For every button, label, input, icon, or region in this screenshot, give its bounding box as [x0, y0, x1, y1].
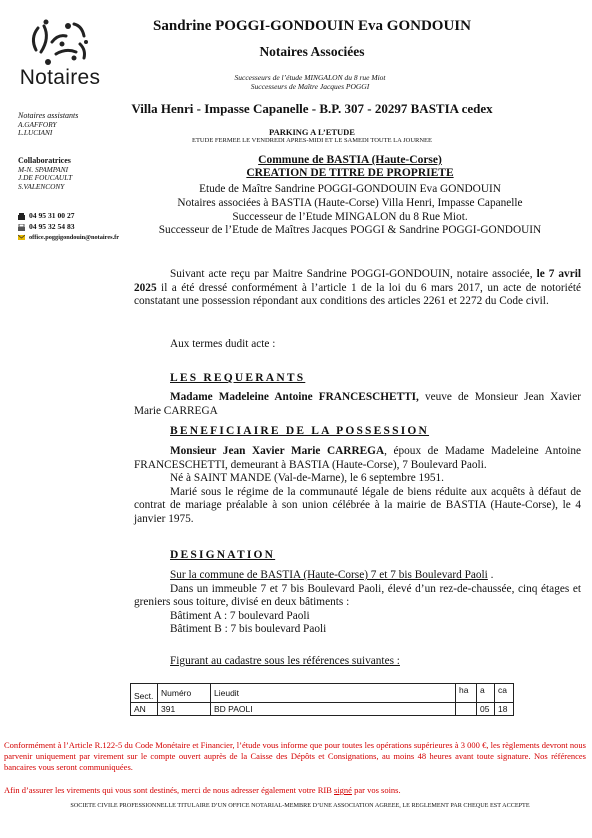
assistants-title: Notaires assistants	[18, 111, 79, 120]
requerants-heading	[134, 372, 581, 386]
society-notice: SOCIETE CIVILE PROFESSIONNELLE TITULAIRE D’UN OFFICE NOTARIAL-MEMBRE D’UNE ASSOCIATION AGREEE, LE REGLEMENT PAR CHEQUE EST ACCEPTE	[70, 802, 530, 809]
assistant-1: A.GAFFORY	[18, 119, 57, 129]
fax-row	[18, 221, 119, 232]
closing-hours: ETUDE FERMEE LE VENDREDI APRES-MIDI ET LE SAMEDI TOUTE LA JOURNEE	[191, 137, 432, 144]
phone-icon	[18, 212, 25, 219]
commune-line: Sur la commune de BASTIA (Haute-Corse) 7 et 7 bis Boulevard Paoli	[170, 569, 488, 581]
study-line-2: Notaires associées à BASTIA (Haute-Corse) Villa Henri, Impasse Capanelle	[177, 196, 523, 209]
notice-title: CREATION DE TITRE DE PROPRIETE	[246, 166, 454, 179]
collaborators-block	[18, 157, 72, 191]
collaborator-1: M-N. SPAMPANI	[18, 164, 68, 174]
successor-line-1: Successeurs de l’étude MINGALON du 8 rue Miot	[234, 73, 386, 82]
batiment-b: Bâtiment B : 7 bis boulevard Paoli	[170, 623, 327, 636]
rib-text-a: Afin d’assurer les virements qui vous sont destinés, merci de nous adresser également votre RIB	[4, 785, 335, 795]
contact-block	[18, 210, 119, 243]
assistants-block	[18, 112, 78, 138]
header-sect: Sect.	[131, 684, 158, 703]
cell-ha	[456, 703, 477, 716]
office-address: Villa Henri - Impasse Capanelle - B.P. 307 - 20297 BASTIA cedex	[131, 101, 493, 116]
designation-title: DESIGNATION	[170, 549, 276, 561]
beneficiaire-title: BENEFICIAIRE DE LA POSSESSION	[170, 425, 430, 437]
cadastre-table	[130, 683, 514, 716]
rib-notice	[4, 785, 586, 795]
aux-termes: Aux termes dudit acte :	[170, 338, 276, 350]
cell-ca: 18	[495, 703, 514, 716]
birth-line: Né à SAINT MANDE (Val-de-Marne), le 6 septembre 1951.	[170, 472, 444, 485]
collaborator-3: S.VALENCONY	[18, 181, 65, 191]
header-numero: Numéro	[158, 684, 211, 703]
commune-line-end: .	[487, 569, 494, 581]
header-lieudit: Lieudit	[211, 684, 456, 703]
cell-numero: 391	[158, 703, 211, 716]
envelope-icon	[18, 234, 25, 241]
collaborator-2: J.DE FOUCAULT	[18, 173, 73, 183]
intro-paragraph	[134, 268, 581, 309]
requerant-rest: veuve de Monsieur Jean Xavier Marie CARREGA	[134, 391, 581, 417]
fax-icon	[18, 223, 25, 230]
requerants-title: LES REQUERANTS	[170, 372, 306, 384]
building-description: Dans un immeuble 7 et 7 bis Boulevard Paoli, élevé d’un rez-de-chaussée, cinq étages et greniers sous toiture, divisé en deux bâtiments :	[134, 582, 581, 609]
notice-study-lines	[150, 183, 550, 238]
successor-line-2: Successeurs de Maître Jacques POGGI	[250, 82, 370, 91]
beneficiaire-paragraph	[134, 445, 581, 527]
rib-text-b: par vos soins.	[351, 785, 401, 795]
cadastre-intro: Figurant au cadastre sous les références suivantes :	[170, 655, 400, 667]
designation-paragraph	[134, 569, 581, 637]
phone-row	[18, 210, 119, 221]
email-row	[18, 232, 119, 243]
phone-number[interactable]: 04 95 31 00 27	[29, 211, 75, 220]
intro-text-b: il a été dressé conformément à l’article 1 de la loi du 6 mars 2017, un acte de notoriété constatant une possession répondant aux conditions des articles 2261 et 2272 du Code civil.	[134, 281, 581, 308]
table-row	[131, 703, 514, 716]
notaires-logo-icon	[8, 14, 112, 74]
designation-heading	[134, 549, 581, 563]
study-line-4: Successeur de l’Etude de Maîtres Jacques POGGI & Sandrine POGGI-GONDOUIN	[158, 224, 542, 237]
logo-word: Notaires	[19, 66, 101, 89]
fax-number[interactable]: 04 95 32 54 83	[29, 222, 75, 231]
cell-sect: AN	[131, 703, 158, 716]
intro-date: le 7 avril 2025	[134, 268, 581, 294]
associates-title: Notaires Associées	[259, 44, 365, 59]
study-line-1: Etude de Maître Sandrine POGGI-GONDOUIN Eva GONDOUIN	[199, 183, 501, 195]
legal-notice: Conformément à l’Article R.122-5 du Code Monétaire et Financier, l’étude vous informe que pour toutes les opérations supérieures à 3 000 €, les règlements devront nous parvenir uniquement par virement sur le compte ouvert auprès de la Caisse des Dépôts et Consignations, au moins 48 heures avant toute signature. Nos références bancaires vous seront communiquées.	[4, 740, 586, 772]
intro-text-a: Suivant acte reçu par Maitre Sandrine POGGI-GONDOUIN, notaire associée,	[170, 268, 537, 280]
marriage-line: Marié sous le régime de la communauté légale de biens réduite aux acquêts à défaut de contrat de mariage préalable à son union célébrée à la mairie de BASTIA (Haute-Corse), le 4 janvier 1975.	[134, 485, 581, 525]
beneficiaire-rest: , époux de Madame Madeleine Antoine FRANCESCHETTI, demeurant à BASTIA (Haute-Corse), 7 Boulevard Paoli.	[134, 445, 582, 471]
requerant-paragraph	[134, 391, 581, 418]
collaborators-title: Collaboratrices	[18, 156, 71, 165]
commune-heading: Commune de BASTIA (Haute-Corse)	[258, 154, 442, 166]
notaires-logo	[8, 14, 112, 106]
parking-note: PARKING A L’ETUDE	[269, 127, 355, 137]
successor-lines	[140, 73, 480, 91]
cell-lieudit: BD PAOLI	[211, 703, 456, 716]
beneficiaire-heading	[134, 425, 581, 439]
header-a: a	[477, 684, 495, 703]
batiment-a: Bâtiment A : 7 boulevard Paoli	[170, 609, 310, 622]
header-ha: ha	[456, 684, 477, 703]
notice-heading	[150, 154, 550, 179]
beneficiaire-name: Monsieur Jean Xavier Marie CARREGA	[170, 445, 385, 457]
requerant-name: Madame Madeleine Antoine FRANCESCHETTI,	[170, 391, 419, 403]
header-ca: ca	[495, 684, 514, 703]
rib-signed: signé	[334, 785, 352, 795]
assistant-2: L.LUCIANI	[18, 128, 53, 138]
cadastre-intro-wrap	[134, 655, 581, 669]
study-line-3: Successeur de l’Etude MINGALON du 8 Rue Miot.	[232, 210, 468, 223]
cadastre-header-row	[131, 684, 514, 703]
notary-names: Sandrine POGGI-GONDOUIN Eva GONDOUIN	[153, 18, 471, 34]
email-address[interactable]: office.poggigondouin@notaires.fr	[29, 234, 120, 241]
cell-a: 05	[477, 703, 495, 716]
